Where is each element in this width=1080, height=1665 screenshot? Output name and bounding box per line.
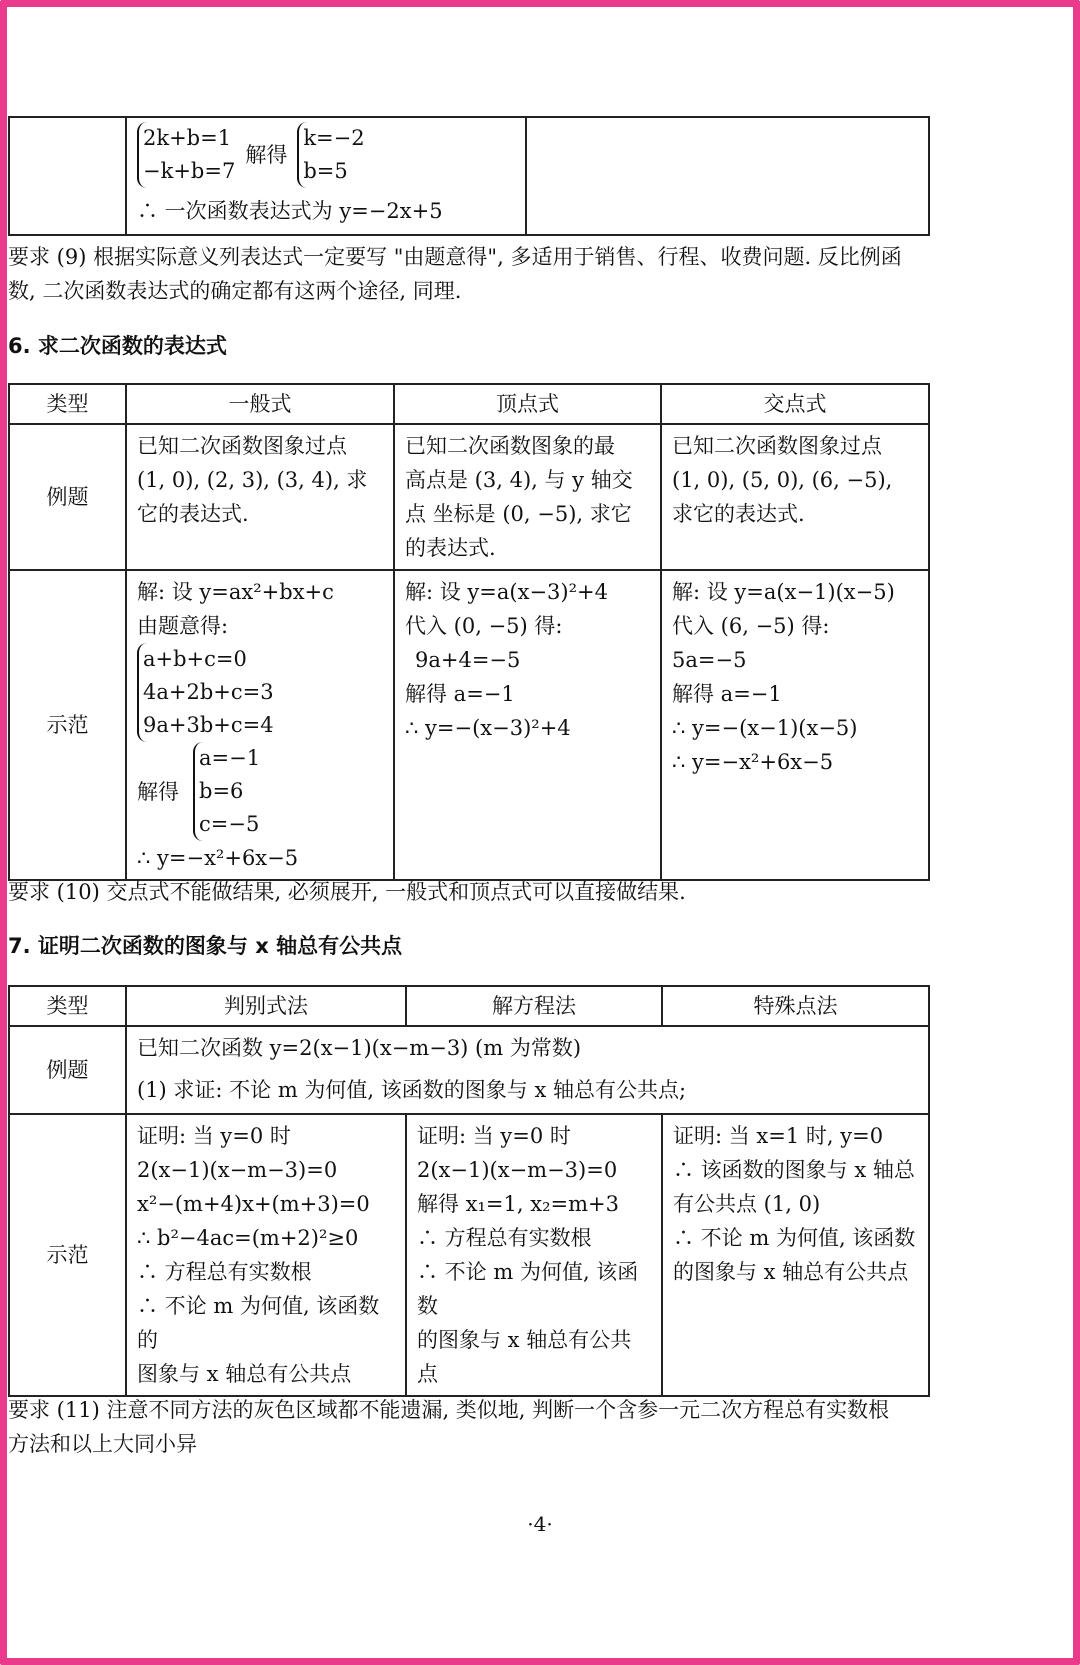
solve-label: 解得 [137,779,179,804]
row-label-demo: 示范 [9,570,126,880]
requirement-10: 要求 (10) 交点式不能做结果, 必须展开, 一般式和顶点式可以直接做结果. [8,880,686,904]
text-line: 解: 设 y=a(x−1)(x−5) [672,580,895,604]
row-label-demo: 示范 [9,1114,126,1396]
requirement-9 [8,240,1008,308]
text-line: 由题意得: [137,614,229,638]
row-label-example: 例题 [9,1026,126,1114]
demo-special-point [662,1114,929,1396]
text-line: 证明: 当 x=1 时, y=0 [673,1124,884,1148]
row-label-example: 例题 [9,424,126,570]
text-line: 已知二次函数图象的最 [405,434,615,458]
equation-line: −k+b=7 [143,159,236,183]
text-line: ∴ y=−(x−1)(x−5) [672,716,858,740]
header-intercept-form: 交点式 [661,384,929,424]
demo-general [126,570,394,880]
linear-solution-cell [126,117,526,235]
text-line: ∴ 不论 m 为何值, 该函数的 [137,1294,380,1352]
text-line: 数, 二次函数表达式的确定都有这两个途径, 同理. [8,279,462,303]
conclusion-line: ∴ 一次函数表达式为 y=−2x+5 [137,199,443,223]
text-line: 解得 a=−1 [405,682,515,706]
equation-line: a+b+c=0 [143,647,247,671]
text-line: 求它的表达式. [672,502,805,526]
page-number: ·4· [527,1512,553,1536]
text-line: 要求 (11) 注意不同方法的灰色区域都不能遗漏, 类似地, 判断一个含参一元二次方程总有实数根 [8,1398,890,1422]
solution-system [297,122,364,188]
demo-vertex [394,570,661,880]
quadratic-expression-table [8,383,930,881]
solve-label: 解得 [245,143,288,167]
text-line: 已知二次函数图象过点 [672,434,882,458]
demo-discriminant [126,1114,406,1396]
text-line: 证明: 当 y=0 时 [417,1124,571,1148]
text-line: ∴ 方程总有实数根 [417,1226,592,1250]
equation-line: 2k+b=1 [143,126,232,150]
text-line: ∴ y=−(x−3)²+4 [405,716,571,740]
text-line: 5a=−5 [672,648,747,672]
text-line: 已知二次函数 y=2(x−1)(x−m−3) (m 为常数) [137,1036,582,1060]
equation-line: 4a+2b+c=3 [143,680,274,704]
text-line: 有公共点 (1, 0) [673,1192,821,1216]
example-vertex [394,424,661,570]
header-general-form: 一般式 [126,384,394,424]
solution-system [193,742,260,841]
header-vertex-form: 顶点式 [394,384,661,424]
text-line: 点 坐标是 (0, −5), 求它 [405,502,632,526]
text-line: 2(x−1)(x−m−3)=0 [137,1158,338,1182]
text-line: 解得 x₁=1, x₂=m+3 [417,1192,619,1216]
equation-line: 9a+3b+c=4 [143,713,274,737]
header-discriminant-method: 判别式法 [126,986,406,1026]
text-line: 已知二次函数图象过点 [137,434,347,458]
solution-line: a=−1 [199,746,261,770]
text-line: 它的表达式. [137,502,249,526]
demo-solve-equation [406,1114,662,1396]
result-line: ∴ y=−x²+6x−5 [137,846,299,870]
text-line: 方法和以上大同小异 [8,1432,197,1456]
text-line: ∴ 不论 m 为何值, 该函数 [673,1226,916,1250]
header-special-point-method: 特殊点法 [662,986,929,1026]
text-line: (1, 0), (2, 3), (3, 4), 求 [137,468,368,492]
solution-line: c=−5 [199,812,260,836]
example-statement [126,1026,929,1114]
text-line: ∴ b²−4ac=(m+2)²≥0 [137,1226,359,1250]
text-line: 的图象与 x 轴总有公共 [417,1328,632,1352]
equation-system [137,122,235,188]
proof-methods-table [8,985,930,1397]
text-line: 解得 a=−1 [672,682,782,706]
text-line: 图象与 x 轴总有公共点 [137,1362,352,1386]
solution-line: k=−2 [303,126,365,150]
text-line: 要求 (9) 根据实际意义列表达式一定要写 "由题意得", 多适用于销售、行程、收费问题. 反比例函 [8,245,902,269]
section-7-heading: 7. 证明二次函数的图象与 x 轴总有公共点 [8,934,403,958]
text-line: 证明: 当 y=0 时 [137,1124,291,1148]
empty-cell [9,117,126,235]
text-line: ∴ 该函数的图象与 x 轴总 [673,1158,915,1182]
solution-line: b=5 [303,159,348,183]
text-line: (1) 求证: 不论 m 为何值, 该函数的图象与 x 轴总有公共点; [137,1078,687,1102]
demo-intercept [661,570,929,880]
text-line: ∴ 方程总有实数根 [137,1260,312,1284]
example-intercept [661,424,929,570]
section-6-heading: 6. 求二次函数的表达式 [8,334,227,358]
header-solve-equation-method: 解方程法 [406,986,662,1026]
text-line: 点 [417,1362,438,1386]
text-line: 解: 设 y=ax²+bx+c [137,580,334,604]
text-line: 解: 设 y=a(x−3)²+4 [405,580,608,604]
text-line: 代入 (0, −5) 得: [405,614,563,638]
solution-line: b=6 [199,779,244,803]
text-line: 高点是 (3, 4), 与 y 轴交 [405,468,633,492]
text-line: x²−(m+4)x+(m+3)=0 [137,1192,370,1216]
text-line: ∴ y=−x²+6x−5 [672,750,834,774]
requirement-11 [8,1393,1008,1461]
text-line: 2(x−1)(x−m−3)=0 [417,1158,618,1182]
example-general [126,424,394,570]
text-line: 的图象与 x 轴总有公共点 [673,1260,909,1284]
text-line: ∴ 不论 m 为何值, 该函数 [417,1260,639,1318]
header-type: 类型 [9,986,126,1026]
text-line: 9a+4=−5 [415,648,521,672]
text-line: 的表达式. [405,536,496,560]
text-line: (1, 0), (5, 0), (6, −5), [672,468,893,492]
equation-system [137,643,274,742]
linear-function-table [8,116,930,236]
header-type: 类型 [9,384,126,424]
text-line: 代入 (6, −5) 得: [672,614,830,638]
empty-cell [526,117,929,235]
